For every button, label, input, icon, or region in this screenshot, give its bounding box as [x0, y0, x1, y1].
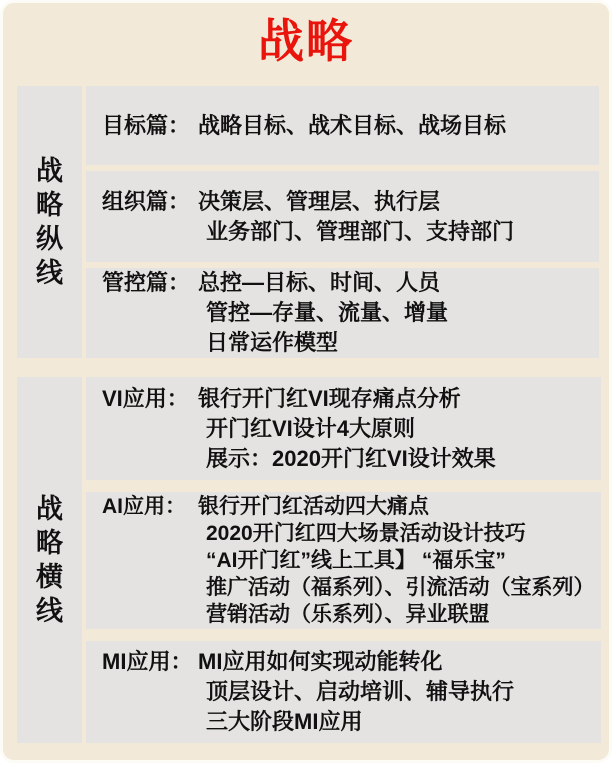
box-goals — [86, 86, 599, 165]
box-control — [86, 268, 599, 358]
content-column — [86, 86, 599, 358]
box-vi-application — [86, 377, 601, 480]
box-control-lines — [198, 268, 448, 358]
box-mi-row — [102, 647, 514, 737]
text-line: 决策层、管理层、执行层 — [198, 188, 441, 214]
box-mi-lines — [198, 647, 514, 737]
box-organization-lines — [198, 187, 514, 247]
box-organization-row — [102, 187, 514, 247]
box-ai-label: AI应用： — [102, 495, 186, 518]
text-line: 日常运作模型 — [206, 330, 339, 355]
text-line: 业务部门、管理部门、支持部门 — [206, 218, 515, 244]
text-line: 银行开门红活动四大痛点 — [198, 495, 429, 518]
text-line: 管控—存量、流量、增量 — [206, 300, 449, 325]
text-line: 三大阶段MI应用 — [206, 709, 363, 734]
section-strategy-vertical-line — [17, 86, 599, 358]
box-vi-row — [102, 384, 496, 474]
text-line: 展示：2020开门红VI设计效果 — [206, 445, 496, 471]
page-title: 战略 — [258, 15, 354, 67]
text-line: 推广活动（福系列）、引流活动（宝系列） — [206, 576, 595, 599]
box-ai-lines — [198, 493, 595, 628]
text-line: 银行开门红VI现存痛点分析 — [198, 385, 461, 411]
box-organization — [86, 171, 599, 262]
section-strategy-horizontal-line — [17, 377, 599, 743]
box-mi-application — [86, 641, 601, 743]
content-column — [86, 377, 601, 743]
side-panel-vertical-line — [17, 86, 82, 358]
text-line: “AI开门红”线上工具】 “福乐宝” — [206, 549, 506, 572]
text-line: 开门红VI设计4大原则 — [206, 415, 416, 441]
box-control-label: 管控篇： — [102, 270, 191, 295]
box-organization-label: 组织篇： — [102, 188, 191, 214]
box-control-row — [102, 268, 448, 358]
side-label-horizontal-line: 战略横线 — [36, 494, 63, 626]
text-line: 顶层设计、启动培训、辅导执行 — [206, 679, 515, 704]
box-vi-lines — [198, 384, 496, 474]
box-vi-label: VI应用： — [102, 385, 189, 411]
box-goals-row — [102, 111, 506, 141]
box-ai-row — [102, 493, 595, 628]
box-mi-label: MI应用： — [102, 649, 193, 674]
text-line: 2020开门红四大场景活动设计技巧 — [206, 522, 526, 545]
text-line: MI应用如何实现动能转化 — [198, 649, 443, 674]
text-line: 总控—目标、时间、人员 — [198, 270, 441, 295]
side-panel-horizontal-line — [17, 377, 82, 743]
text-line: 营销活动（乐系列）、异业联盟 — [206, 603, 490, 626]
text-line: 战略目标、战术目标、战场目标 — [198, 112, 507, 138]
box-goals-label: 目标篇： — [102, 112, 191, 138]
box-goals-lines — [198, 111, 506, 141]
side-label-vertical-line: 战略纵线 — [36, 156, 63, 288]
box-ai-application — [86, 492, 601, 629]
